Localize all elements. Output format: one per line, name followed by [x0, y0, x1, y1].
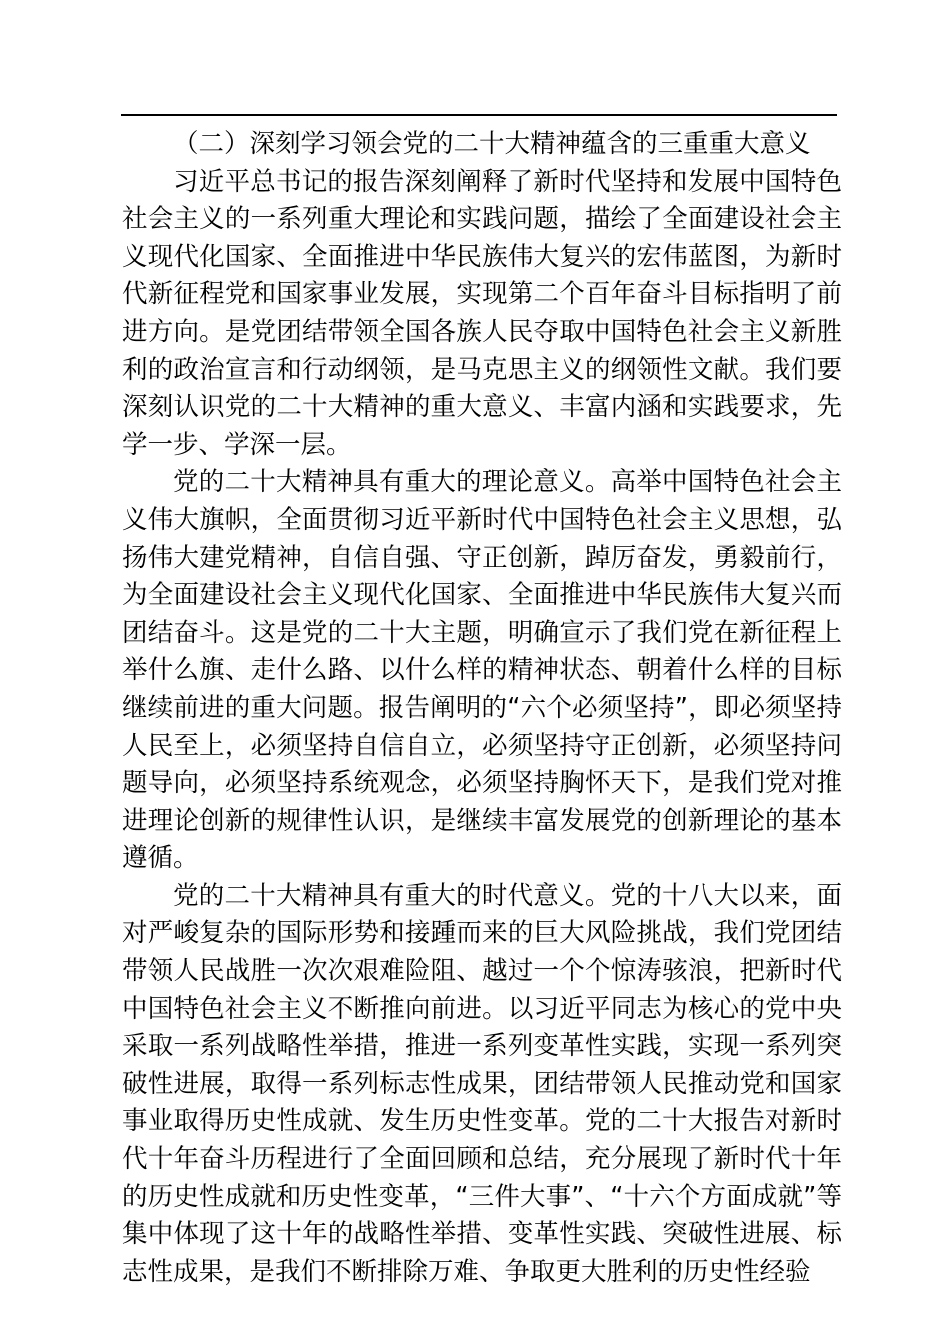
section-heading: （二）深刻学习领会党的二十大精神蕴含的三重重大意义: [173, 129, 811, 159]
paragraph-theoretical-significance: 党的二十大精神具有重大的理论意义。高举中国特色社会主义伟大旗帜，全面贯彻习近平新时代中国特色社会主义思想，弘扬伟大建党精神，自信自强、守正创新，踔厉奋发，勇毅前行，为全面建设社会主义现代化国家、全面推进中华民族伟大复兴而团结奋斗。这是党的二十大主题，明确宣示了我们党在新征程上举什么旗、走什么路、以什么样的精神状态、朝着什么样的目标继续前进的重大问题。报告阐明的“六个必须坚持”，即必须坚持人民至上，必须坚持自信自立，必须坚持守正创新，必须坚持问题导向，必须坚持系统观念，必须坚持胸怀天下，是我们党对推进理论创新的规律性认识，是继续丰富发展党的创新理论的基本遵循。: [122, 467, 842, 874]
paragraph-era-significance: 党的二十大精神具有重大的时代意义。党的十八大以来，面对严峻复杂的国际形势和接踵而来的巨大风险挑战，我们党团结带领人民战胜一次次艰难险阻、越过一个个惊涛骇浪，把新时代中国特色社会主义不断推向前进。以习近平同志为核心的党中央采取一系列战略性举措，推进一系列变革性实践，实现一系列突破性进展，取得一系列标志性成果，团结带领人民推动党和国家事业取得历史性成就、发生历史性变革。党的二十大报告对新时代十年奋斗历程进行了全面回顾和总结，充分展现了新时代十年的历史性成就和历史性变革，“三件大事”、“十六个方面成就”等集中体现了这十年的战略性举措、变革性实践、突破性进展、标志性成果，是我们不断排除万难、争取更大胜利的历史性经验: [122, 880, 842, 1287]
paragraph-intro: 习近平总书记的报告深刻阐释了新时代坚持和发展中国特色社会主义的一系列重大理论和实践问题，描绘了全面建设社会主义现代化国家、全面推进中华民族伟大复兴的宏伟蓝图，为新时代新征程党和国家事业发展，实现第二个百年奋斗目标指明了前进方向。是党团结带领全国各族人民夺取中国特色社会主义新胜利的政治宣言和行动纲领，是马克思主义的纲领性文献。我们要深刻认识党的二十大精神的重大意义、丰富内涵和实践要求，先学一步、学深一层。: [122, 166, 842, 460]
header-rule: [121, 114, 837, 116]
document-body: [122, 126, 842, 1291]
